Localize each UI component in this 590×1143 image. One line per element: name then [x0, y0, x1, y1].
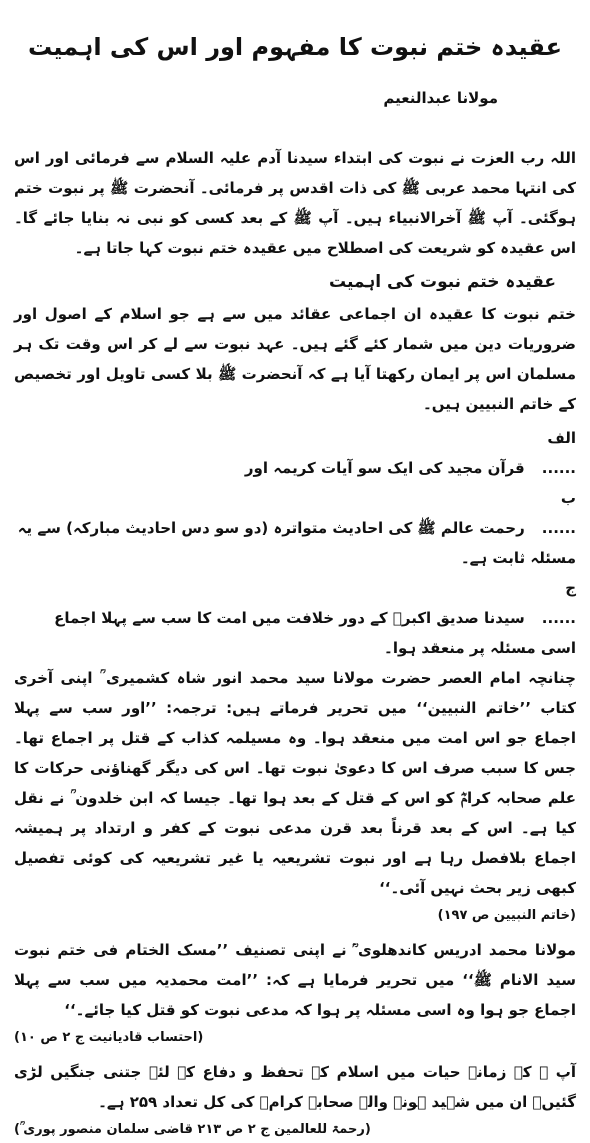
intro-paragraph: اللہ رب العزت نے نبوت کی ابتداء سیدنا آدم علیہ السلام سے فرمائی اور اس کی انتہا محمد عربی ﷺ کی ذات اقدس پر فرمائی۔ آنحضرت ﷺ پر نبوت ختم ہوگئی۔ آپ ﷺ آخرالانبیاء ہیں۔ آپ ﷺ کے بعد کسی کو نبی نہ بنایا جائے گا۔ اس عقیدہ کو شریعت کی اصطلاح میں عقیدہ ختم نبوت کہا جاتا ہے۔ [14, 149, 576, 258]
closing-paragraph: آپ ﷺ کے زمانہ حیات میں اسلام کے تحفظ و دفاع کے لئے جتنی جنگیں لڑی گئیں۔ ان میں شہید ہونے والے صحابہ کرامؓ کی کل تعداد ۲۵۹ ہے۔ [14, 1063, 576, 1112]
list-item-marker: الف ...... [541, 429, 576, 478]
author-name: مولانا عبدالنعیم [383, 89, 498, 108]
section-heading: عقیدہ ختم نبوت کی اہمیت [328, 272, 556, 293]
citation: (رحمۃ للعالمین ج ۲ ص ۲۱۳ قاضی سلمان منصور پوری ؒ) [14, 1122, 371, 1138]
citation: (احتساب قادیانیت ج ۲ ص ۱۰) [14, 1030, 204, 1046]
list-item [14, 423, 576, 483]
importance-paragraph: ختم نبوت کا عقیدہ ان اجماعی عقائد میں سے ہے جو اسلام کے اصول اور ضروریات دین میں شمار کئے گئے ہیں۔ عہد نبوت سے لے کر اس وقت تک ہر مسلمان اس پر ایمان رکھتا آیا ہے کہ آنحضرت ﷺ بلا کسی تاویل اور تخصیص کے خاتم النبیین ہیں۔ [14, 305, 576, 414]
list-item-marker: ج ...... [541, 579, 576, 628]
list-item [14, 573, 576, 663]
list-item-text: سیدنا صدیق اکبرؓ کے دور خلافت میں امت کا سب سے پہلا اجماع اسی مسئلہ پر منعقد ہوا۔ [54, 609, 576, 658]
second-quote-paragraph: مولانا محمد ادریس کاندھلوی ؒ نے اپنی تصنیف ’’مسک الختام فی ختم نبوت سید الانام ﷺ‘‘ میں تحریر فرمایا ہے کہ: ’’امت محمدیہ میں سب سے پہلا اجماع جو ہوا وہ اسی مسئلہ پر ہوا کہ مدعی نبوت کو قتل کیا جائے۔‘‘ [14, 941, 576, 1020]
list-item [14, 483, 576, 573]
citation: (خاتم النبیین ص ۱۹۷) [437, 908, 576, 924]
list-item-marker: ب ...... [541, 489, 576, 538]
list-item-text: قرآن مجید کی ایک سو آیات کریمہ اور [244, 459, 525, 478]
list-item-text: رحمت عالم ﷺ کی احادیث متواترہ (دو سو دس احادیث مبارکہ) سے یہ مسئلہ ثابت ہے۔ [17, 519, 576, 568]
quote-paragraph: چنانچہ امام العصر حضرت مولانا سید محمد انور شاہ کشمیری ؒ اپنی آخری کتاب ’’خاتم النبیین‘‘ میں تحریر فرماتے ہیں: ترجمہ: ’’اور سب سے پہلا اجماع جو اس امت میں منعقد ہوا۔ وہ مسیلمہ کذاب کے قتل پر اجماع تھا۔ جس کا سبب صرف اس کا دعویٰ نبوت تھا۔ اس کی دیگر گھناؤنی حرکات کا علم صحابہ کرامؓ کو اس کے قتل کے بعد ہوا تھا۔ جیسا کہ ابن خلدون ؒ نے نقل کیا ہے۔ اس کے بعد قرناً بعد قرن مدعی نبوت کے کفر و ارتداد پر ہمیشہ اجماع بلافصل رہا ہے اور نبوت تشریعیہ یا غیر تشریعیہ کی کوئی تفصیل کبھی زیر بحث نہیں آئی۔‘‘ [14, 669, 576, 898]
page-title: عقیدہ ختم نبوت کا مفہوم اور اس کی اہمیت [27, 33, 563, 61]
